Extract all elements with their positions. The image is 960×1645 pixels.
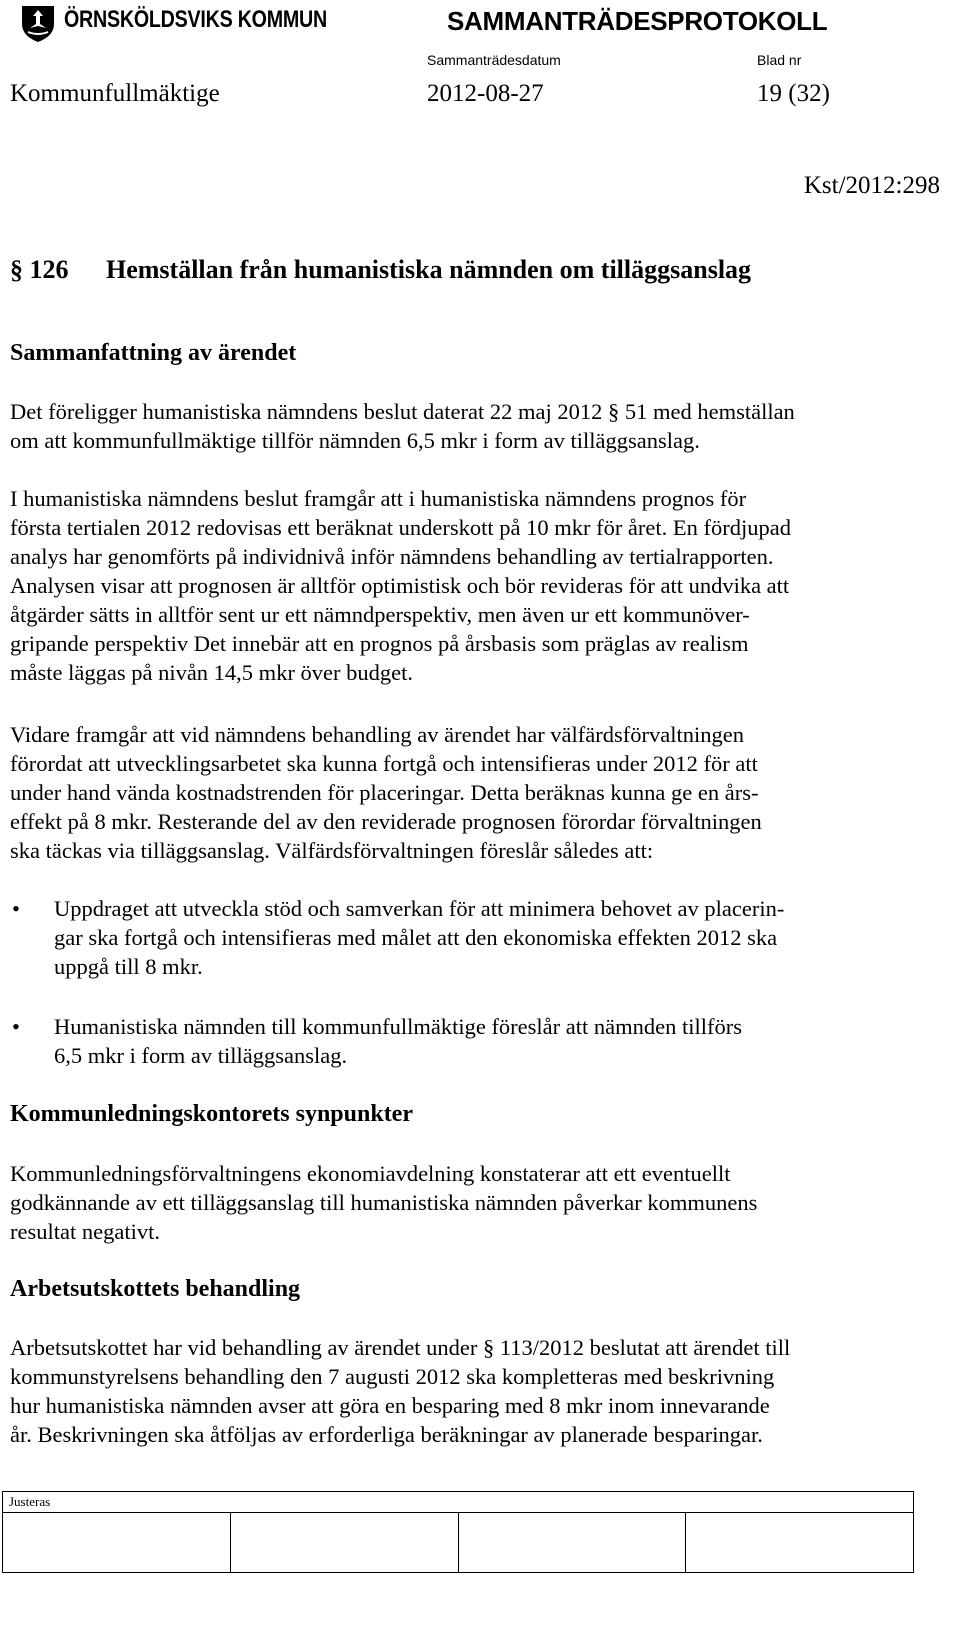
signature-cell[interactable] [231,1513,459,1572]
text-line: första tertialen 2012 redovisas ett beräknat underskott på 10 mkr för året. En fördjupad [10,515,791,540]
signature-cell[interactable] [459,1513,687,1572]
text-line: uppgå till 8 mkr. [54,954,203,979]
text-line: måste läggas på nivån 14,5 mkr över budget. [10,660,414,685]
text-line: Det föreligger humanistiska nämndens beslut daterat 22 maj 2012 § 51 med hemställan [10,399,795,424]
text-line: förordat att utvecklingsarbetet ska kunna fortgå och intensifieras under 2012 för att [10,751,758,776]
summary-paragraph-3 [10,720,958,865]
text-line: kommunstyrelsens behandling den 7 augusti 2012 ska kompletteras med beskrivning [10,1364,775,1389]
text-line: år. Beskrivningen ska åtföljas av erforderliga beräkningar av planerade besparingar. [10,1422,763,1447]
list-item [10,1012,958,1072]
working-committee-paragraph [10,1333,958,1449]
text-line: Kommunledningsförvaltningens ekonomiavdelning konstaterar att ett eventuellt [10,1161,731,1186]
organization-name: ÖRNSKÖLDSVIKS KOMMUN [64,6,327,33]
signature-table [2,1491,914,1573]
text-line: Vidare framgår att vid nämndens behandling av ärendet har välfärdsförvaltningen [10,722,744,747]
municipal-office-heading: Kommunledningskontorets synpunkter [10,1101,413,1127]
bullet-marker: • [12,1014,20,1039]
text-line: åtgärder sätts in alltför sent ur ett nämndperspektiv, men även ur ett kommunöver- [10,602,750,627]
text-line: Uppdraget att utveckla stöd och samverkan för att minimera behovet av placerin- [54,896,785,921]
text-line: hur humanistiska nämnden avser att göra en besparing med 8 mkr inom innevarande [10,1393,770,1418]
list-item [10,894,958,984]
text-line: Humanistiska nämnden till kommunfullmäktige föreslår att nämnden tillförs [54,1014,742,1039]
page-number: 19 (32) [757,80,830,107]
section-number: § 126 [10,255,69,284]
case-reference: Kst/2012:298 [803,172,940,199]
document-type: SAMMANTRÄDESPROTOKOLL [447,6,828,36]
bullet-marker: • [12,896,20,921]
signature-cell[interactable] [686,1513,913,1572]
date-label: Sammanträdesdatum [427,52,561,68]
municipal-office-paragraph [10,1159,958,1246]
case-heading [10,255,751,285]
text-line: gar ska fortgå och intensifieras med målet att den ekonomiska effekten 2012 ska [54,925,778,950]
text-line: effekt på 8 mkr. Resterande del av den reviderade prognosen förordar förvaltningen [10,809,762,834]
page-label: Blad nr [757,52,802,68]
case-title: Hemställan från humanistiska nämnden om tilläggsanslag [106,255,752,284]
working-committee-heading: Arbetsutskottets behandling [10,1276,301,1302]
text-line: ska täckas via tilläggsanslag. Välfärdsförvaltningen föreslår således att: [10,838,654,863]
summary-paragraph-1 [10,397,958,455]
committee-name: Kommunfullmäktige [10,80,220,107]
signature-row [3,1512,913,1572]
text-line: godkännande av ett tilläggsanslag till humanistiska nämnden påverkar kommunens [10,1190,758,1215]
signature-label: Justeras [9,1494,51,1509]
text-line: under hand vända kostnadstrenden för placeringar. Detta beräknas kunna ge en års- [10,780,759,805]
municipality-crest-icon [18,2,58,44]
text-line: Analysen visar att prognosen är alltför optimistisk och bör revideras för att undvika att [10,573,790,598]
text-line: om att kommunfullmäktige tillför nämnden 6,5 mkr i form av tilläggsanslag. [10,428,700,453]
meeting-date: 2012-08-27 [427,80,544,107]
text-line: gripande perspektiv Det innebär att en prognos på årsbasis som präglas av realism [10,631,749,656]
text-line: resultat negativt. [10,1219,160,1244]
summary-heading: Sammanfattning av ärendet [10,340,297,366]
signature-cell[interactable] [3,1513,231,1572]
text-line: Arbetsutskottet har vid behandling av ärendet under § 113/2012 beslutat att ärendet till [10,1335,791,1360]
summary-paragraph-2 [10,484,958,687]
text-line: I humanistiska nämndens beslut framgår att i humanistiska nämndens prognos för [10,486,747,511]
text-line: 6,5 mkr i form av tilläggsanslag. [54,1043,348,1068]
text-line: analys har genomförts på individnivå inför nämndens behandling av tertialrapporten. [10,544,774,569]
